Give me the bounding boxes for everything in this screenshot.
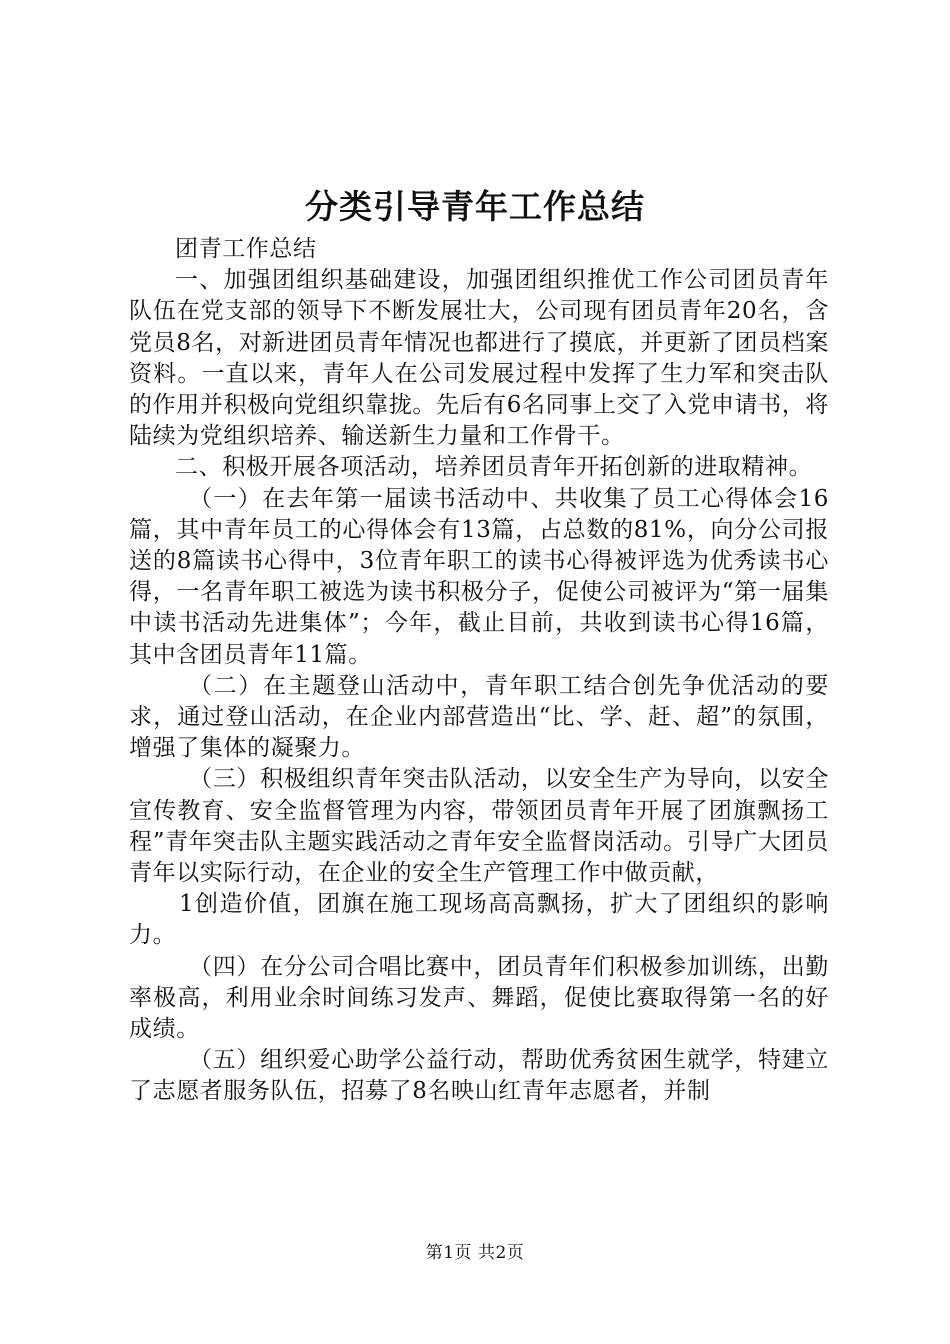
paragraph-continuation: 1创造价值，团旗在施工现场高高飘扬，扩大了团组织的影响力。	[129, 891, 829, 949]
paragraph-item-2: （二）在主题登山活动中，青年职工结合创先争优活动的要求，通过登山活动，在企业内部营造出“比、学、赶、超”的氛围，增强了集体的凝聚力。	[129, 672, 829, 762]
document-title: 分类引导青年工作总结	[305, 187, 645, 226]
paragraph-item-5: （五）组织爱心助学公益行动，帮助优秀贫困生就学，特建立了志愿者服务队伍，招募了8名映山红青年志愿者，并制	[129, 1047, 829, 1105]
paragraph-subtitle: 团青工作总结	[175, 236, 317, 262]
page-footer: 第1页 共2页	[425, 1243, 525, 1263]
paragraph-item-4: （四）在分公司合唱比赛中，团员青年们积极参加训练，出勤率极高，利用业余时间练习发声、舞蹈，促使比赛取得第一名的好成绩。	[129, 953, 829, 1043]
paragraph-section-2: 二、积极开展各项活动，培养团员青年开拓创新的进取精神。	[175, 454, 813, 481]
paragraph-section-1: 一、加强团组织基础建设，加强团组织推优工作公司团员青年队伍在党支部的领导下不断发展壮大，公司现有团员青年20名，含党员8名，对新进团员青年情况也都进行了摸底，并更新了团员档案资料。一直以来，青年人在公司发展过程中发挥了生力军和突击队的作用并积极向党组织靠拢。先后有6名同事上交了入党申请书，将陆续为党组织培养、输送新生力量和工作骨干。	[129, 267, 829, 450]
paragraph-item-1: （一）在去年第一届读书活动中、共收集了员工心得体会16篇，其中青年员工的心得体会有13篇，占总数的81%，向分公司报送的8篇读书心得中，3位青年职工的读书心得被评选为优秀读书心得，一名青年职工被选为读书积极分子，促使公司被评为“第一届集中读书活动先进集体”；今年，截止目前，共收到读书心得16篇，其中含团员青年11篇。	[129, 485, 829, 668]
paragraph-item-3: （三）积极组织青年突击队活动，以安全生产为导向，以安全宣传教育、安全监督管理为内容，带领团员青年开展了团旗飘扬工程”青年突击队主题实践活动之青年安全监督岗活动。引导广大团员青年以实际行动，在企业的安全生产管理工作中做贡献，	[129, 766, 829, 887]
document-body	[129, 234, 829, 1108]
